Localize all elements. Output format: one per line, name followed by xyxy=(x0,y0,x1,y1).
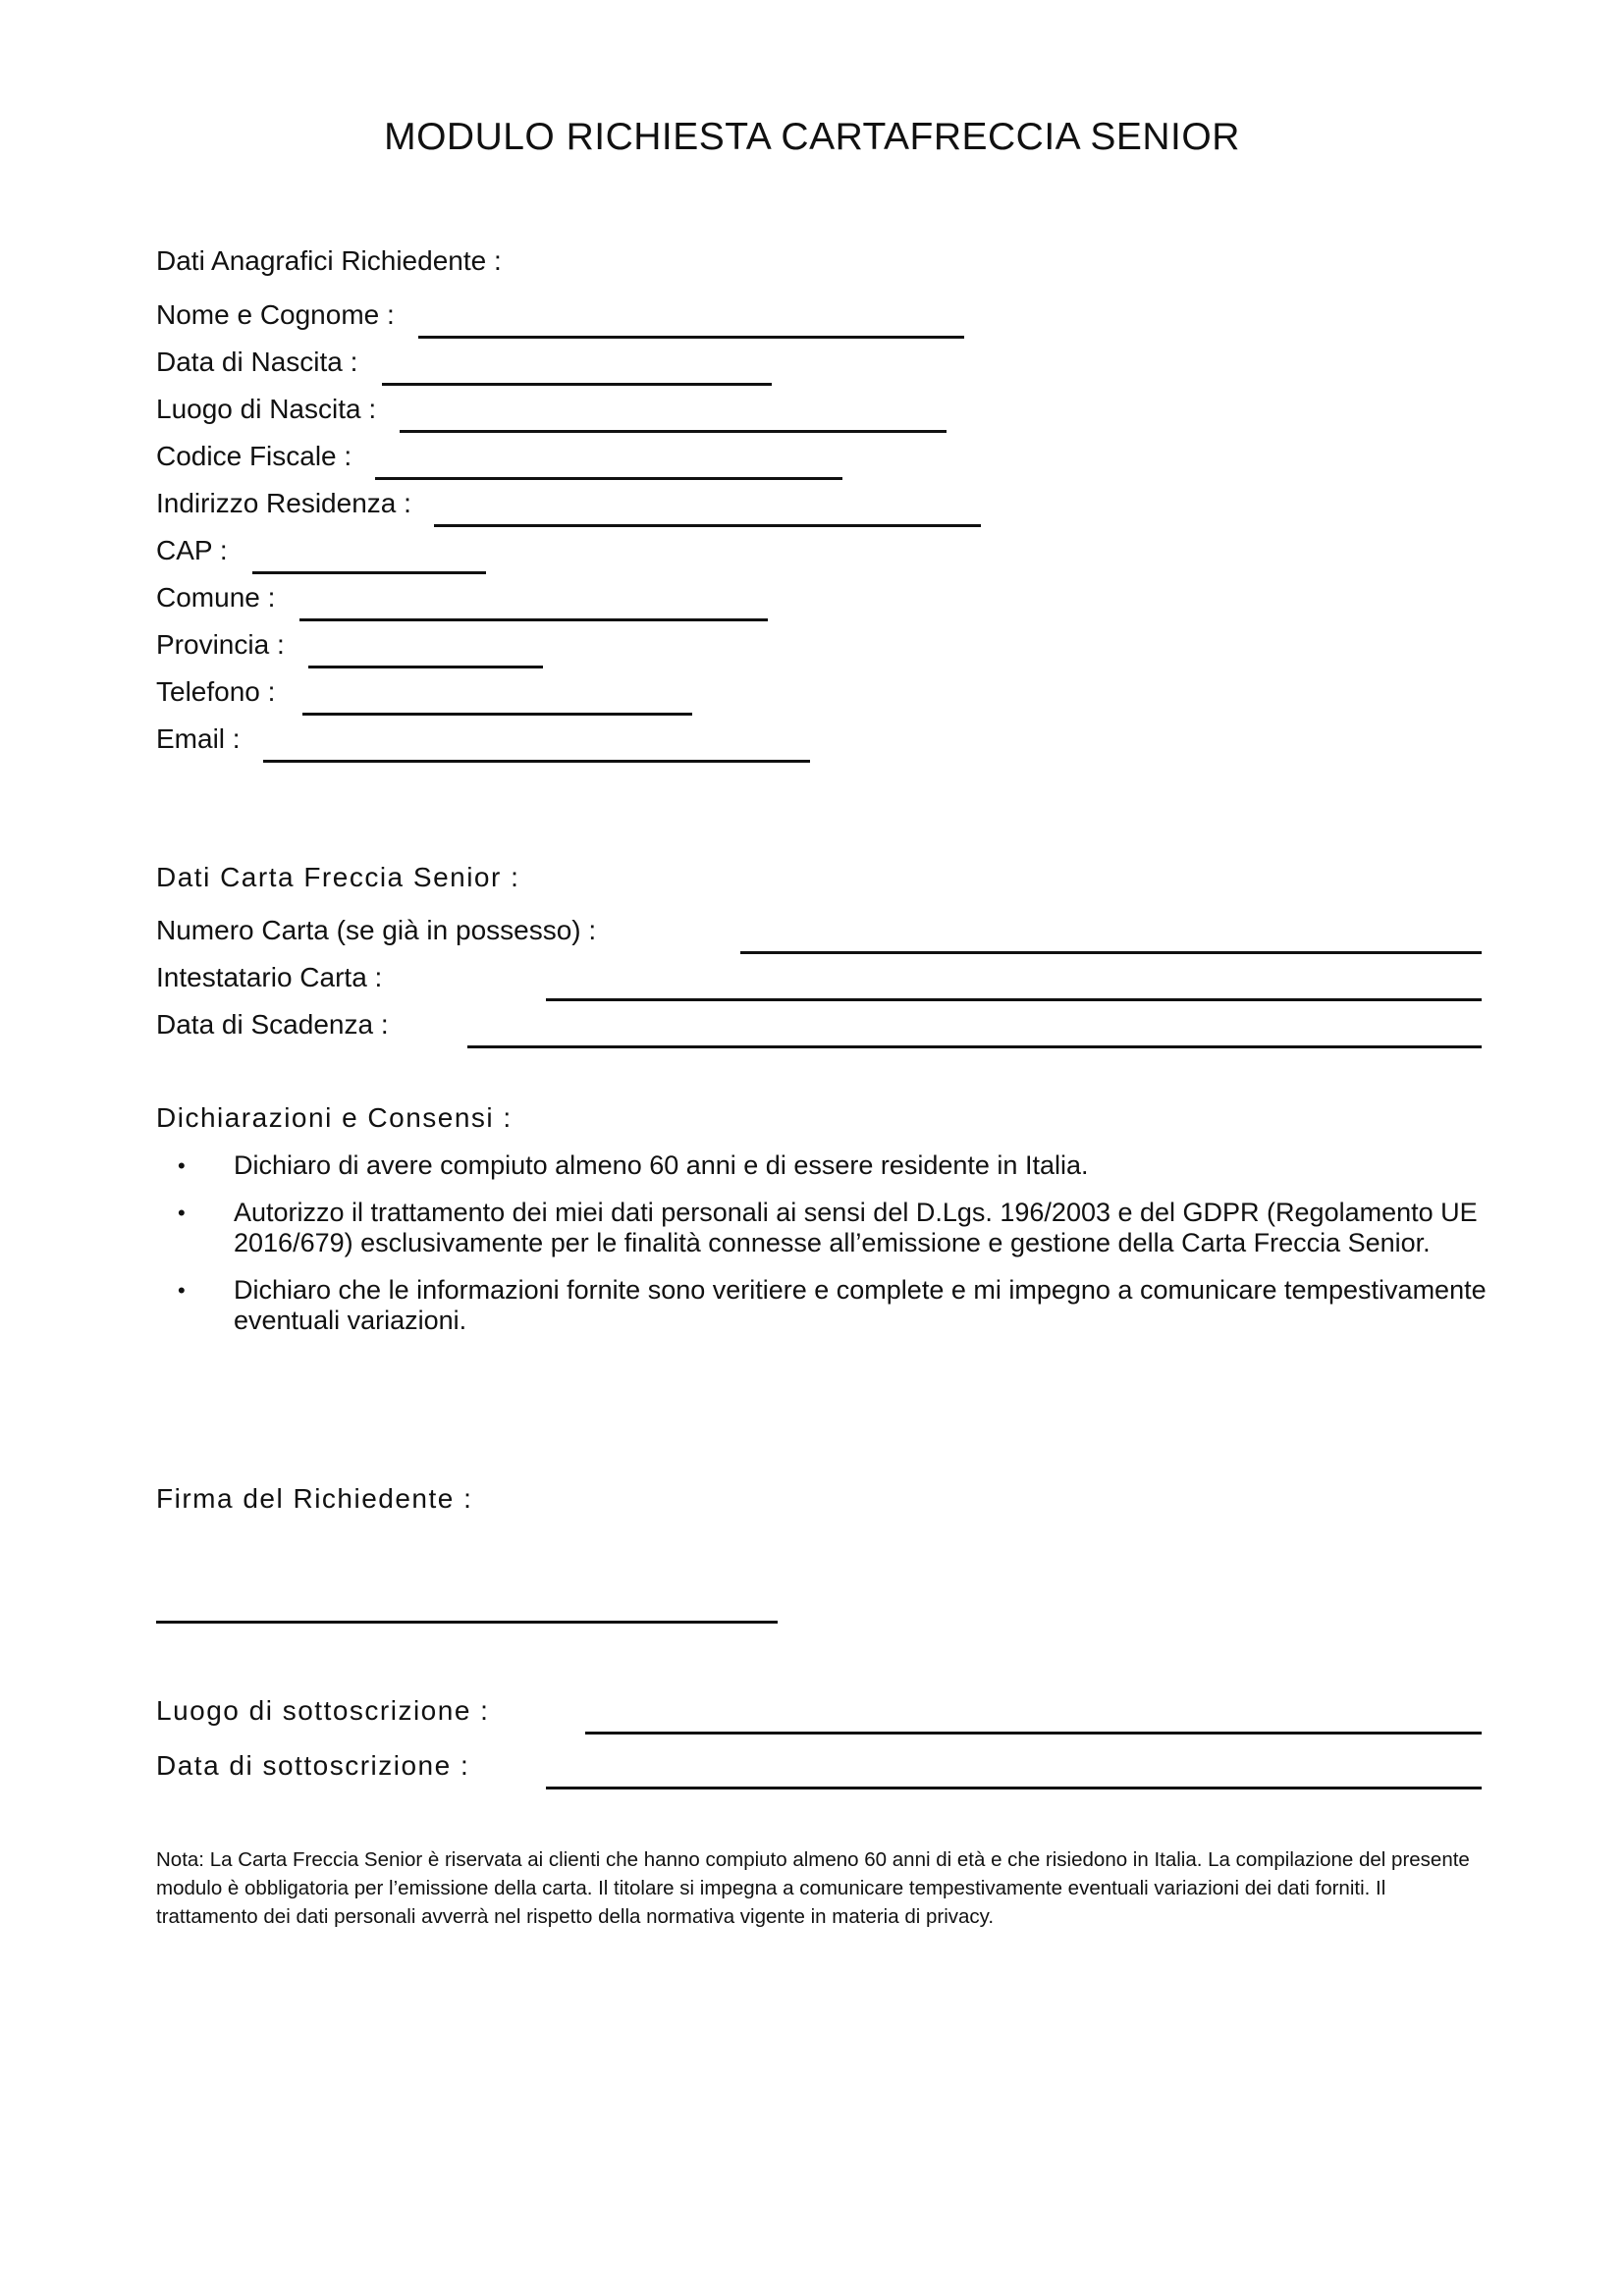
telefono-input-line[interactable] xyxy=(302,713,692,716)
field-telefono xyxy=(156,676,1482,716)
section-heading-anagrafica: Dati Anagrafici Richiedente : xyxy=(156,245,502,276)
field-numero-carta xyxy=(156,915,1482,954)
field-intestatario-carta xyxy=(156,962,1482,1001)
declarations-list xyxy=(156,1150,1491,1353)
section-heading-firma: Firma del Richiedente : xyxy=(156,1483,473,1514)
nome-cognome-input-line[interactable] xyxy=(418,336,964,339)
declaration-text: Dichiaro di avere compiuto almeno 60 anni e di essere residente in Italia. xyxy=(234,1150,1089,1180)
section-heading-dichiarazioni: Dichiarazioni e Consensi : xyxy=(156,1102,513,1133)
provincia-input-line[interactable] xyxy=(308,666,543,668)
form-title: MODULO RICHIESTA CARTAFRECCIA SENIOR xyxy=(384,116,1240,158)
field-label: Luogo di sottoscrizione : xyxy=(156,1695,490,1726)
field-label: CAP : xyxy=(156,535,228,565)
section-heading-carta: Dati Carta Freccia Senior : xyxy=(156,862,520,892)
data-scadenza-input-line[interactable] xyxy=(467,1045,1482,1048)
field-label: Numero Carta (se già in possesso) : xyxy=(156,915,597,945)
email-input-line[interactable] xyxy=(263,760,810,763)
comune-input-line[interactable] xyxy=(299,618,768,621)
field-email xyxy=(156,723,1482,763)
footer-note: Nota: La Carta Freccia Senior è riservata ai clienti che hanno compiuto almeno 60 anni di età e che risiedono in Italia. La compilazione del presente modulo è obbligatoria per l’emissione della carta. Il titolare si impegna a comunicare tempestivamente eventuali variazioni dei dati forniti. Il trattamento dei dati personali avverrà nel rispetto della normativa vigente in materia di privacy. xyxy=(156,1848,1470,1928)
field-label: Email : xyxy=(156,723,241,754)
field-label: Telefono : xyxy=(156,676,276,707)
field-luogo-sottoscrizione xyxy=(156,1695,1482,1735)
field-nome-cognome xyxy=(156,299,1482,339)
field-luogo-nascita xyxy=(156,394,1482,433)
field-label: Intestatario Carta : xyxy=(156,962,383,992)
indirizzo-residenza-input-line[interactable] xyxy=(434,524,981,527)
field-label: Data di Nascita : xyxy=(156,347,358,377)
bullet-icon: • xyxy=(178,1201,186,1225)
field-indirizzo-residenza xyxy=(156,488,1482,527)
data-nascita-input-line[interactable] xyxy=(382,383,772,386)
luogo-nascita-input-line[interactable] xyxy=(400,430,947,433)
field-codice-fiscale xyxy=(156,441,1482,480)
field-comune xyxy=(156,582,1482,621)
declaration-text: Dichiaro che le informazioni fornite sono veritiere e complete e mi impegno a comunicare tempestivamente eventuali variazioni. xyxy=(234,1275,1487,1335)
cap-input-line[interactable] xyxy=(252,571,486,574)
field-cap xyxy=(156,535,1482,574)
field-data-scadenza xyxy=(156,1009,1482,1048)
field-provincia xyxy=(156,629,1482,668)
data-sottoscrizione-input-line[interactable] xyxy=(546,1787,1482,1789)
bullet-icon: • xyxy=(178,1278,186,1303)
field-label: Provincia : xyxy=(156,629,285,660)
field-label: Data di Scadenza : xyxy=(156,1009,389,1040)
signature-line[interactable] xyxy=(156,1621,778,1624)
field-data-nascita xyxy=(156,347,1482,386)
codice-fiscale-input-line[interactable] xyxy=(375,477,842,480)
field-data-sottoscrizione xyxy=(156,1750,1482,1789)
luogo-sottoscrizione-input-line[interactable] xyxy=(585,1732,1482,1735)
field-label: Luogo di Nascita : xyxy=(156,394,377,424)
bullet-icon: • xyxy=(178,1153,186,1178)
field-label: Codice Fiscale : xyxy=(156,441,352,471)
numero-carta-input-line[interactable] xyxy=(740,951,1482,954)
field-label: Comune : xyxy=(156,582,276,613)
intestatario-carta-input-line[interactable] xyxy=(546,998,1482,1001)
declaration-text: Autorizzo il trattamento dei miei dati personali ai sensi del D.Lgs. 196/2003 e del GDPR (Regolamento UE 2016/679) esclusivamente per le finalità connesse all’emissione e gestione della Carta Freccia Senior. xyxy=(234,1198,1478,1257)
field-label: Data di sottoscrizione : xyxy=(156,1750,470,1781)
declaration-item xyxy=(156,1275,1491,1336)
declaration-item xyxy=(156,1198,1491,1258)
field-label: Indirizzo Residenza : xyxy=(156,488,411,518)
declaration-item xyxy=(156,1150,1491,1181)
field-label: Nome e Cognome : xyxy=(156,299,395,330)
